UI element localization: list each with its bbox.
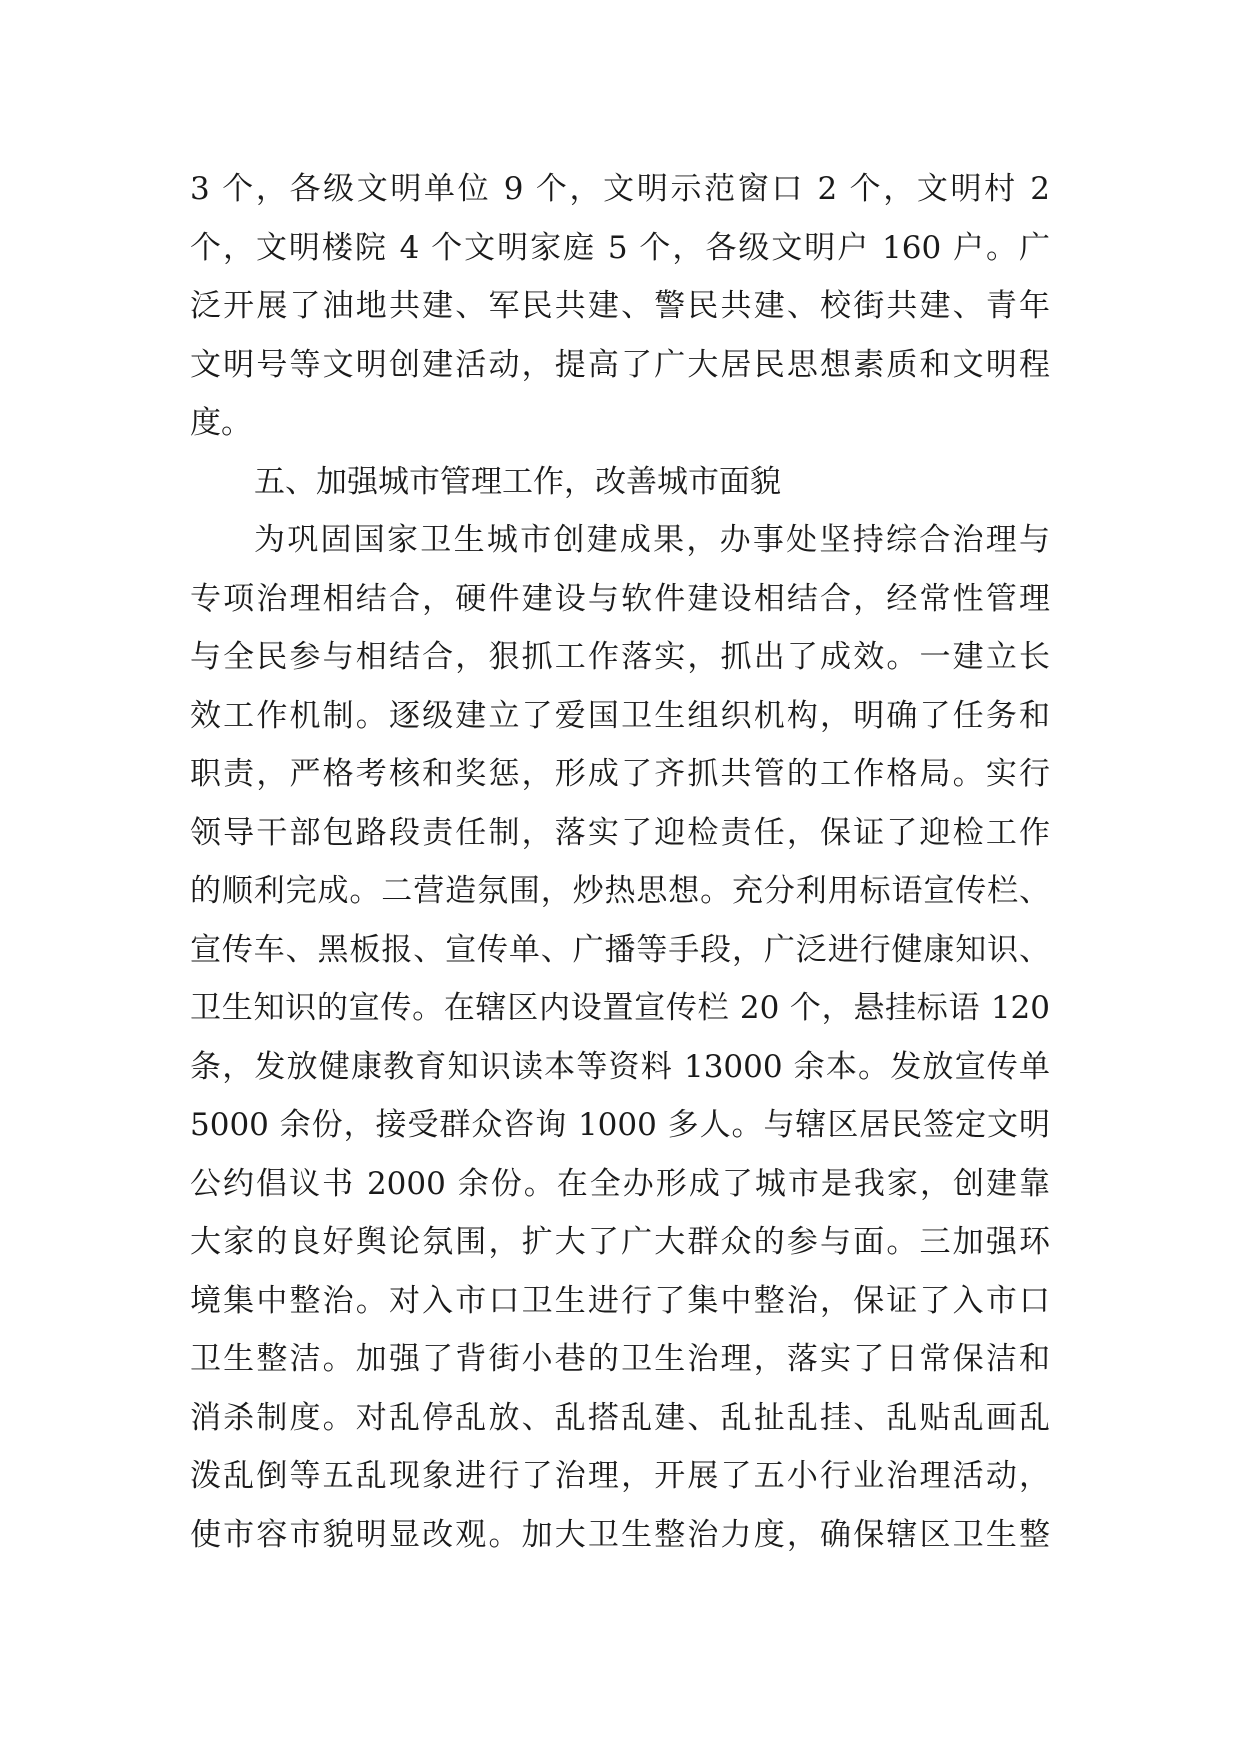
text-line: 泼乱倒等五乱现象进行了治理，开展了五小行业治理活动， [190, 1458, 1050, 1494]
text-line: 领导干部包路段责任制，落实了迎检责任，保证了迎检工作 [190, 814, 1050, 851]
text-line: 消杀制度。对乱停乱放、乱搭乱建、乱扯乱挂、乱贴乱画乱 [190, 1399, 1050, 1436]
text-line: 效工作机制。逐级建立了爱国卫生组织机构，明确了任务和 [190, 697, 1050, 734]
text-line: 卫生整洁。加强了背街小巷的卫生治理，落实了日常保洁和 [190, 1341, 1050, 1377]
text-line: 宣传车、黑板报、宣传单、广播等手段，广泛进行健康知识、 [190, 931, 1050, 968]
text-line: 职责，严格考核和奖惩，形成了齐抓共管的工作格局。实行 [190, 756, 1050, 792]
text-line: 大家的良好舆论氛围，扩大了广大群众的参与面。三加强环 [190, 1224, 1050, 1260]
text-line: 公约倡议书 2000 余份。在全办形成了城市是我家，创建靠 [190, 1165, 1050, 1202]
text-line: 条，发放健康教育知识读本等资料 13000 余本。发放宣传单 [190, 1048, 1050, 1085]
text-line: 5000 余份，接受群众咨询 1000 多人。与辖区居民签定文明 [190, 1107, 1050, 1143]
text-line: 度。 [190, 405, 252, 441]
text-line: 为巩固国家卫生城市创建成果，办事处坚持综合治理与 [254, 522, 1050, 558]
body-text [190, 160, 1050, 1564]
text-line: 个，文明楼院 4 个文明家庭 5 个，各级文明户 160 户。广 [190, 229, 1050, 266]
text-line: 的顺利完成。二营造氛围，炒热思想。充分利用标语宣传栏、 [190, 873, 1050, 909]
section-heading: 五、加强城市管理工作，改善城市面貌 [254, 463, 781, 500]
text-line: 境集中整治。对入市口卫生进行了集中整治，保证了入市口 [190, 1282, 1050, 1319]
text-line: 文明号等文明创建活动，提高了广大居民思想素质和文明程 [190, 346, 1050, 383]
text-line: 泛开展了油地共建、军民共建、警民共建、校街共建、青年 [190, 288, 1050, 324]
text-line: 使市容市貌明显改观。加大卫生整治力度，确保辖区卫生整 [190, 1516, 1050, 1553]
text-line: 专项治理相结合，硬件建设与软件建设相结合，经常性管理 [190, 580, 1050, 617]
text-line: 卫生知识的宣传。在辖区内设置宣传栏 20 个，悬挂标语 120 [190, 990, 1050, 1026]
text-line: 3 个，各级文明单位 9 个，文明示范窗口 2 个，文明村 2 [190, 171, 1050, 207]
text-line: 与全民参与相结合，狠抓工作落实，抓出了成效。一建立长 [190, 639, 1050, 675]
